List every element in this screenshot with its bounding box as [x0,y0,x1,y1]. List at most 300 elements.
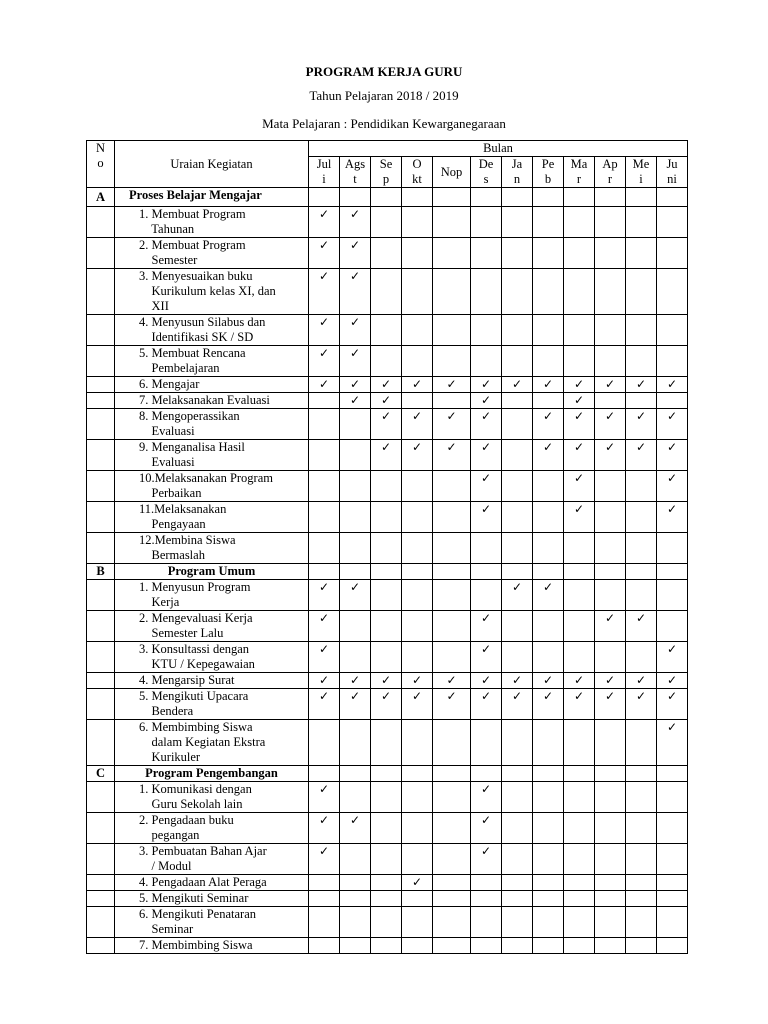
empty-cell [471,875,502,891]
empty-cell [502,782,533,813]
check-mark: ✓ [533,673,564,689]
empty-cell [371,471,402,502]
empty-cell [502,269,533,315]
check-mark: ✓ [309,642,340,673]
check-mark: ✓ [471,377,502,393]
empty-cell [595,564,626,580]
table-row [87,502,688,533]
empty-cell [340,875,371,891]
empty-cell [402,642,433,673]
empty-cell [502,533,533,564]
empty-cell [309,720,340,766]
empty-cell [657,533,688,564]
table-row [87,440,688,471]
empty-cell [309,891,340,907]
empty-cell [502,471,533,502]
empty-cell [402,188,433,207]
table-row [87,409,688,440]
empty-cell [371,875,402,891]
empty-cell [657,813,688,844]
header-row [87,141,688,157]
empty-cell [564,844,595,875]
check-mark: ✓ [564,502,595,533]
check-mark: ✓ [471,409,502,440]
empty-cell [371,766,402,782]
empty-cell [371,564,402,580]
section-row [87,564,688,580]
check-mark: ✓ [564,689,595,720]
check-mark: ✓ [471,689,502,720]
row-no-cell [87,782,115,813]
empty-cell [433,766,471,782]
empty-cell [471,188,502,207]
table-row [87,580,688,611]
check-mark: ✓ [657,673,688,689]
empty-cell [626,766,657,782]
check-mark: ✓ [309,782,340,813]
table-row [87,813,688,844]
empty-cell [626,938,657,954]
month-header: Nop [433,157,471,188]
empty-cell [340,938,371,954]
row-no-cell [87,938,115,954]
empty-cell [657,766,688,782]
check-mark: ✓ [471,782,502,813]
row-no-cell [87,238,115,269]
empty-cell [340,409,371,440]
empty-cell [626,813,657,844]
check-mark: ✓ [502,689,533,720]
empty-cell [502,409,533,440]
activity-label: 4. Mengarsip Surat [115,673,309,689]
empty-cell [340,891,371,907]
empty-cell [657,891,688,907]
empty-cell [433,207,471,238]
table-row [87,891,688,907]
empty-cell [626,188,657,207]
empty-cell [595,580,626,611]
empty-cell [433,844,471,875]
empty-cell [309,938,340,954]
check-mark: ✓ [564,673,595,689]
empty-cell [533,720,564,766]
empty-cell [626,875,657,891]
row-no-cell [87,409,115,440]
empty-cell [502,315,533,346]
check-mark: ✓ [626,611,657,642]
check-mark: ✓ [340,377,371,393]
empty-cell [657,269,688,315]
check-mark: ✓ [371,377,402,393]
empty-cell [433,782,471,813]
month-header: Me i [626,157,657,188]
empty-cell [340,642,371,673]
check-mark: ✓ [340,673,371,689]
empty-cell [371,720,402,766]
activity-label: 4. Pengadaan Alat Peraga [115,875,309,891]
check-mark: ✓ [657,409,688,440]
check-mark: ✓ [309,346,340,377]
empty-cell [626,346,657,377]
empty-cell [626,907,657,938]
empty-cell [626,238,657,269]
month-header: O kt [402,157,433,188]
empty-cell [371,782,402,813]
empty-cell [309,875,340,891]
empty-cell [309,409,340,440]
empty-cell [402,471,433,502]
empty-cell [564,346,595,377]
check-mark: ✓ [340,689,371,720]
empty-cell [371,238,402,269]
empty-cell [371,642,402,673]
table-row [87,207,688,238]
row-no-cell [87,689,115,720]
empty-cell [626,720,657,766]
check-mark: ✓ [433,673,471,689]
row-no-cell [87,502,115,533]
row-no-cell [87,844,115,875]
empty-cell [433,891,471,907]
empty-cell [471,891,502,907]
academic-year: Tahun Pelajaran 2018 / 2019 [309,88,459,103]
check-mark: ✓ [471,471,502,502]
activity-label: 6. Mengikuti Penataran Seminar [115,907,309,938]
check-mark: ✓ [471,844,502,875]
check-mark: ✓ [502,580,533,611]
month-header: Ags t [340,157,371,188]
row-no-cell [87,440,115,471]
check-mark: ✓ [309,844,340,875]
empty-cell [595,891,626,907]
empty-cell [340,720,371,766]
empty-cell [533,907,564,938]
empty-cell [626,533,657,564]
empty-cell [402,346,433,377]
activity-label: 7. Membimbing Siswa [115,938,309,954]
empty-cell [402,611,433,642]
empty-cell [433,580,471,611]
empty-cell [595,393,626,409]
activity-label: 3. Konsultassi dengan KTU / Kepegawaian [115,642,309,673]
empty-cell [471,938,502,954]
empty-cell [433,611,471,642]
empty-cell [502,766,533,782]
empty-cell [402,393,433,409]
empty-cell [433,471,471,502]
empty-cell [433,813,471,844]
empty-cell [471,564,502,580]
empty-cell [433,875,471,891]
empty-cell [402,269,433,315]
check-mark: ✓ [433,409,471,440]
check-mark: ✓ [533,440,564,471]
empty-cell [595,471,626,502]
activity-label: 11.Melaksanakan Pengayaan [115,502,309,533]
empty-cell [502,642,533,673]
empty-cell [533,891,564,907]
empty-cell [657,844,688,875]
empty-cell [340,907,371,938]
check-mark: ✓ [309,238,340,269]
empty-cell [564,782,595,813]
activity-label: 6. Mengajar [115,377,309,393]
empty-cell [309,533,340,564]
row-no-cell [87,533,115,564]
check-mark: ✓ [340,580,371,611]
empty-cell [595,269,626,315]
empty-cell [402,207,433,238]
table-row [87,642,688,673]
empty-cell [402,907,433,938]
check-mark: ✓ [564,471,595,502]
check-mark: ✓ [309,207,340,238]
empty-cell [564,938,595,954]
empty-cell [502,875,533,891]
check-mark: ✓ [595,611,626,642]
empty-cell [564,580,595,611]
empty-cell [340,502,371,533]
empty-cell [371,844,402,875]
activity-label: 3. Menyesuaikan buku Kurikulum kelas XI, dan XII [115,269,309,315]
check-mark: ✓ [340,238,371,269]
table-row [87,238,688,269]
check-mark: ✓ [626,409,657,440]
check-mark: ✓ [471,393,502,409]
empty-cell [626,642,657,673]
empty-cell [371,907,402,938]
empty-cell [402,844,433,875]
empty-cell [533,471,564,502]
empty-cell [433,533,471,564]
empty-cell [402,938,433,954]
empty-cell [533,844,564,875]
empty-cell [657,907,688,938]
empty-cell [433,720,471,766]
empty-cell [564,269,595,315]
row-no-cell [87,207,115,238]
empty-cell [626,471,657,502]
table-row [87,938,688,954]
empty-cell [340,782,371,813]
row-no-cell [87,875,115,891]
empty-cell [533,207,564,238]
empty-cell [595,346,626,377]
table-row [87,393,688,409]
check-mark: ✓ [626,377,657,393]
section-title: Proses Belajar Mengajar [115,188,309,207]
check-mark: ✓ [657,502,688,533]
empty-cell [309,188,340,207]
row-no-cell [87,393,115,409]
check-mark: ✓ [471,440,502,471]
empty-cell [533,533,564,564]
activity-label: 10.Melaksanakan Program Perbaikan [115,471,309,502]
empty-cell [402,238,433,269]
check-mark: ✓ [471,611,502,642]
empty-cell [595,502,626,533]
check-mark: ✓ [309,269,340,315]
empty-cell [433,346,471,377]
table-row [87,471,688,502]
empty-cell [595,875,626,891]
work-program-table [86,140,688,954]
month-header: Ju ni [657,157,688,188]
row-no-cell [87,315,115,346]
activity-label: 3. Pembuatan Bahan Ajar / Modul [115,844,309,875]
empty-cell [533,346,564,377]
check-mark: ✓ [595,673,626,689]
empty-cell [402,502,433,533]
empty-cell [533,564,564,580]
check-mark: ✓ [371,409,402,440]
empty-cell [595,207,626,238]
empty-cell [502,844,533,875]
empty-cell [595,766,626,782]
activity-label: 8. Mengoperassikan Evaluasi [115,409,309,440]
empty-cell [433,564,471,580]
check-mark: ✓ [657,377,688,393]
empty-cell [564,891,595,907]
empty-cell [595,938,626,954]
empty-cell [471,207,502,238]
empty-cell [502,207,533,238]
subject-line: Mata Pelajaran : Pendidikan Kewarganegaraan [262,116,506,131]
empty-cell [433,238,471,269]
empty-cell [433,938,471,954]
empty-cell [402,720,433,766]
empty-cell [433,642,471,673]
check-mark: ✓ [657,689,688,720]
activity-label: 2. Mengevaluasi Kerja Semester Lalu [115,611,309,642]
check-mark: ✓ [626,673,657,689]
table-row [87,689,688,720]
empty-cell [502,611,533,642]
empty-cell [471,766,502,782]
empty-cell [657,238,688,269]
empty-cell [502,564,533,580]
month-header: Ma r [564,157,595,188]
row-no-cell [87,673,115,689]
activity-label: 2. Pengadaan buku pegangan [115,813,309,844]
empty-cell [433,907,471,938]
check-mark: ✓ [402,440,433,471]
check-mark: ✓ [657,440,688,471]
empty-cell [502,346,533,377]
document-title: PROGRAM KERJA GURU [305,64,463,79]
row-no-cell [87,269,115,315]
empty-cell [626,580,657,611]
empty-cell [471,269,502,315]
empty-cell [309,393,340,409]
check-mark: ✓ [595,409,626,440]
check-mark: ✓ [502,377,533,393]
empty-cell [626,844,657,875]
empty-cell [502,720,533,766]
empty-cell [371,611,402,642]
row-no-cell [87,471,115,502]
empty-cell [657,564,688,580]
row-no-cell [87,891,115,907]
table-row [87,907,688,938]
empty-cell [371,533,402,564]
empty-cell [533,315,564,346]
empty-cell [533,393,564,409]
row-no-cell [87,377,115,393]
empty-cell [371,207,402,238]
check-mark: ✓ [309,673,340,689]
check-mark: ✓ [626,440,657,471]
activity-label: 12.Membina Siswa Bermaslah [115,533,309,564]
section-title: Program Pengembangan [115,766,309,782]
empty-cell [533,813,564,844]
empty-cell [657,346,688,377]
check-mark: ✓ [471,673,502,689]
activity-label: 5. Mengikuti Upacara Bendera [115,689,309,720]
table-row [87,377,688,393]
check-mark: ✓ [471,502,502,533]
empty-cell [433,188,471,207]
empty-cell [533,782,564,813]
check-mark: ✓ [533,377,564,393]
section-row [87,766,688,782]
empty-cell [340,188,371,207]
empty-cell [309,564,340,580]
empty-cell [371,580,402,611]
section-code: A [87,188,115,207]
check-mark: ✓ [402,689,433,720]
empty-cell [657,315,688,346]
check-mark: ✓ [433,377,471,393]
empty-cell [340,844,371,875]
empty-cell [564,533,595,564]
activity-label: 1. Komunikasi dengan Guru Sekolah lain [115,782,309,813]
check-mark: ✓ [471,813,502,844]
check-mark: ✓ [402,409,433,440]
check-mark: ✓ [309,315,340,346]
empty-cell [502,907,533,938]
empty-cell [340,471,371,502]
empty-cell [371,346,402,377]
empty-cell [626,269,657,315]
empty-cell [595,238,626,269]
empty-cell [309,907,340,938]
empty-cell [626,207,657,238]
empty-cell [340,611,371,642]
row-no-cell [87,642,115,673]
check-mark: ✓ [564,440,595,471]
empty-cell [340,440,371,471]
empty-cell [402,782,433,813]
empty-cell [433,315,471,346]
empty-cell [371,891,402,907]
check-mark: ✓ [402,377,433,393]
check-mark: ✓ [371,673,402,689]
empty-cell [402,580,433,611]
month-header: Ap r [595,157,626,188]
empty-cell [657,188,688,207]
empty-cell [471,720,502,766]
header-month-group: Bulan [309,141,688,157]
check-mark: ✓ [657,720,688,766]
check-mark: ✓ [433,440,471,471]
empty-cell [657,207,688,238]
empty-cell [595,813,626,844]
activity-label: 6. Membimbing Siswa dalam Kegiatan Ekstra Kurikuler [115,720,309,766]
empty-cell [533,642,564,673]
empty-cell [657,875,688,891]
empty-cell [433,502,471,533]
